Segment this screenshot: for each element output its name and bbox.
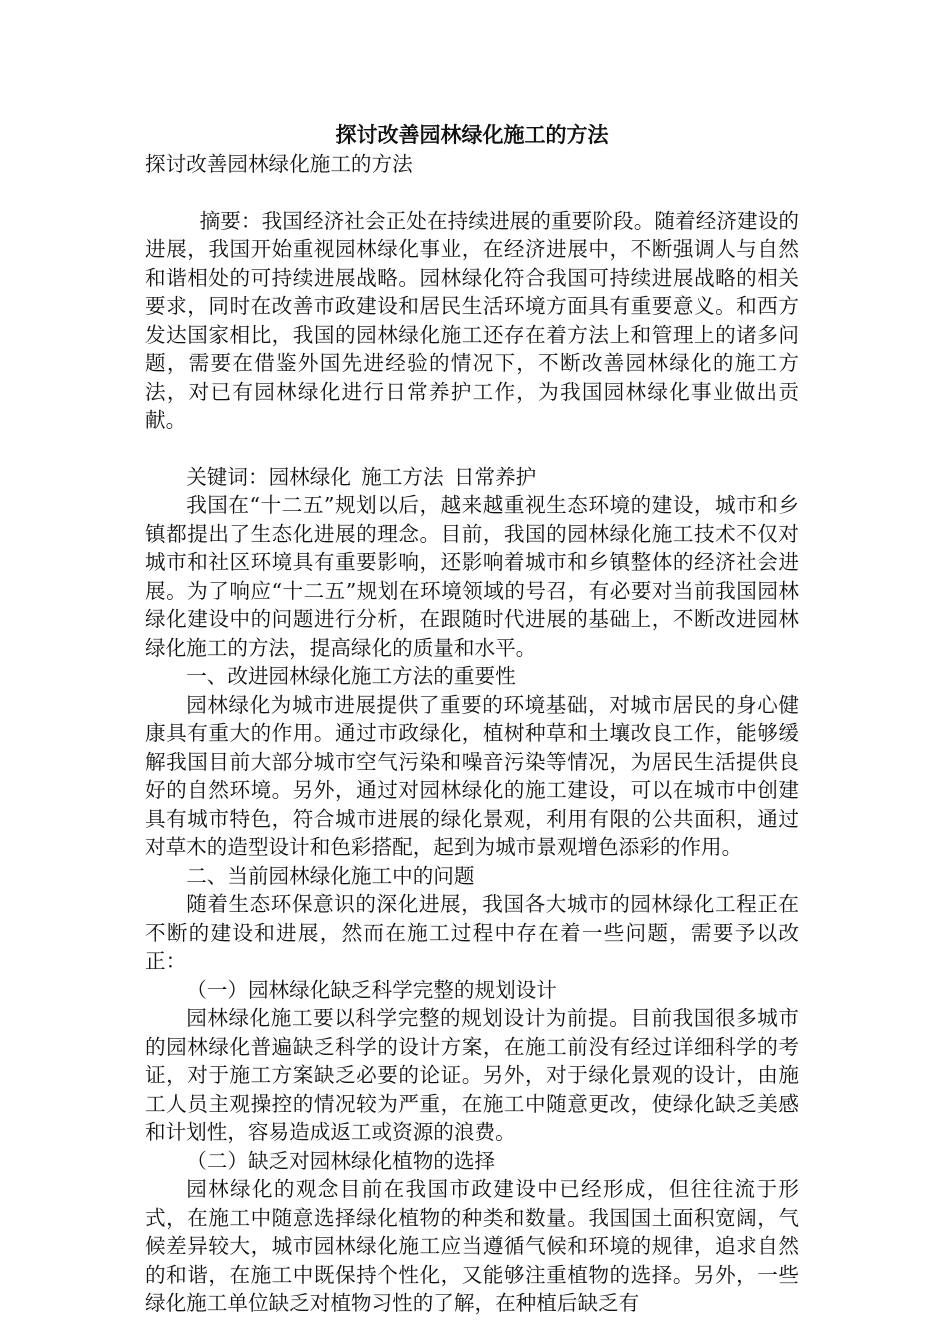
document-title: 探讨改善园林绿化施工的方法 [335,122,609,147]
subsection-heading: （二）缺乏对园林绿化植物的选择 [186,1148,496,1173]
section-paragraph: 随着生态环保意识的深化进展，我国各大城市的园林绿化工程正在不断的建设和进展，然而在施工过程中存在着一些问题，需要予以改正： [145,892,799,973]
subsection-paragraph: 园林绿化的观念目前在我国市政建设中已经形成，但往往流于形式，在施工中随意选择绿化植物的种类和数量。我国国土面积宽阔，气候差异较大，城市园林绿化施工应当遵循气候和环境的规律，追求自然的和谐，在施工中既保持个性化，又能够注重植物的选择。另外，一些绿化施工单位缺乏对植物习性的了解，在种植后缺乏有 [145,1177,799,1315]
keyword-item: 日常养护 [453,464,537,489]
section-heading: 二、当前园林绿化施工中的问题 [186,863,475,888]
keywords-line [145,463,799,492]
abstract-paragraph: 摘要：我国经济社会正处在持续进展的重要阶段。随着经济建设的进展，我国开始重视园林绿化事业，在经济进展中，不断强调人与自然和谐相处的可持续进展战略。园林绿化符合我国可持续进展战略的相关要求，同时在改善市政建设和居民生活环境方面具有重要意义。和西方发达国家相比，我国的园林绿化施工还存在着方法上和管理上的诸多问题，需要在借鉴外国先进经验的情况下，不断改善园林绿化的施工方法，对已有园林绿化进行日常养护工作，为我国园林绿化事业做出贡献。 [145,208,799,432]
keywords-label: 关键词： [186,464,269,489]
subsection-heading: （一）园林绿化缺乏科学完整的规划设计 [186,977,557,1002]
section-paragraph: 园林绿化为城市进展提供了重要的环境基础，对城市居民的身心健康具有重大的作用。通过市政绿化，植树种草和土壤改良工作，能够缓解我国目前大部分城市空气污染和噪音污染等情况，为居民生活提供良好的自然环境。另外，通过对园林绿化的施工建设，可以在城市中创建具有城市特色，符合城市进展的绿化景观，利用有限的公共面积，通过对草木的造型设计和色彩搭配，起到为城市景观增色添彩的作用。 [145,692,799,859]
keyword-item: 施工方法 [361,464,444,489]
subsection-paragraph: 园林绿化施工要以科学完整的规划设计为前提。目前我国很多城市的园林绿化普遍缺乏科学的设计方案，在施工前没有经过详细科学的考证，对于施工方案缺乏必要的论证。另外，对于绿化景观的设计，由施工人员主观操控的情况较为严重，在施工中随意更改，使绿化缺乏美感和计划性，容易造成返工或资源的浪费。 [145,1006,799,1144]
document-body [145,120,799,1318]
keyword-item: 园林绿化 [268,464,351,489]
blank-line [145,435,799,463]
section-heading: 一、改进园林绿化施工方法的重要性 [186,664,516,688]
blank-line [145,179,799,207]
document-subtitle: 探讨改善园林绿化施工的方法 [145,152,413,176]
intro-paragraph: 我国在“十二五”规划以后，越来越重视生态环境的建设，城市和乡镇都提出了生态化进展的理念。目前，我国的园林绿化施工技术不仅对城市和社区环境具有重要影响，还影响着城市和乡镇整体的经济社会进展。为了响应“十二五”规划在环境领域的号召，有必要对当前我国园林绿化建设中的问题进行分析，在跟随时代进展的基础上，不断改进园林绿化施工的方法，提高绿化的质量和水平。 [145,493,799,660]
